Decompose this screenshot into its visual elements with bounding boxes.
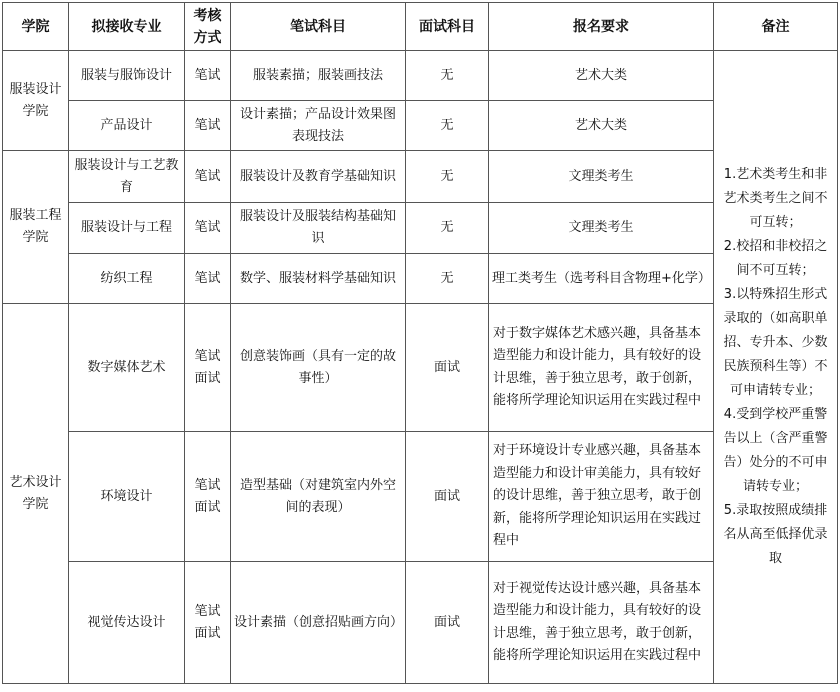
interview-cell: 面试 <box>406 304 489 432</box>
header-interview: 面试科目 <box>406 3 489 51</box>
table-row <box>3 432 838 562</box>
method-cell: 笔试面试 <box>185 304 231 432</box>
college-name: 艺术设计学院 <box>3 304 69 684</box>
note-item: 5.录取按照成绩排名从高至低择优录取 <box>723 503 828 566</box>
interview-cell: 无 <box>406 51 489 101</box>
college-name: 服装工程学院 <box>3 151 69 304</box>
header-note: 备注 <box>714 3 838 51</box>
method-cell: 笔试 <box>185 203 231 254</box>
table-row <box>3 101 838 151</box>
table-row <box>3 254 838 304</box>
header-college: 学院 <box>3 3 69 51</box>
interview-cell: 无 <box>406 203 489 254</box>
written-cell: 设计素描；产品设计效果图表现技法 <box>231 101 406 151</box>
interview-cell: 面试 <box>406 432 489 562</box>
requirement-cell: 艺术大类 <box>489 51 714 101</box>
table-row <box>3 51 838 101</box>
written-cell: 服装设计及教育学基础知识 <box>231 151 406 203</box>
major-cell: 视觉传达设计 <box>69 562 185 684</box>
written-cell: 创意装饰画（具有一定的故事性） <box>231 304 406 432</box>
method-cell: 笔试 <box>185 101 231 151</box>
table-row <box>3 203 838 254</box>
written-cell: 造型基础（对建筑室内外空间的表现） <box>231 432 406 562</box>
major-cell: 纺织工程 <box>69 254 185 304</box>
requirement-cell: 理工类考生（选考科目含物理+化学） <box>489 254 714 304</box>
table-row <box>3 151 838 203</box>
table-row <box>3 562 838 684</box>
note-cell <box>714 51 838 684</box>
table-row <box>3 304 838 432</box>
method-cell: 笔试 <box>185 151 231 203</box>
interview-cell: 面试 <box>406 562 489 684</box>
method-cell: 笔试 <box>185 51 231 101</box>
major-cell: 产品设计 <box>69 101 185 151</box>
transfer-major-table <box>2 2 838 684</box>
requirement-cell: 对于环境设计专业感兴趣，具备基本造型能力和设计审美能力，具有较好的设计思维，善于独立思考，敢于创新，能将所学理论知识运用在实践过程中 <box>489 432 714 562</box>
method-cell: 笔试 <box>185 254 231 304</box>
header-written: 笔试科目 <box>231 3 406 51</box>
note-item: 3.以特殊招生形式录取的（如高职单招、专升本、少数民族预科生等）不可申请转专业； <box>723 287 828 398</box>
written-cell: 数学、服装材料学基础知识 <box>231 254 406 304</box>
requirement-cell: 对于视觉传达设计感兴趣，具备基本造型能力和设计能力，具有较好的设计思维，善于独立思考，敢于创新，能将所学理论知识运用在实践过程中 <box>489 562 714 684</box>
requirement-cell: 对于数字媒体艺术感兴趣，具备基本造型能力和设计能力，具有较好的设计思维，善于独立思考，敢于创新，能将所学理论知识运用在实践过程中 <box>489 304 714 432</box>
major-cell: 数字媒体艺术 <box>69 304 185 432</box>
header-requirement: 报名要求 <box>489 3 714 51</box>
requirement-cell: 文理类考生 <box>489 151 714 203</box>
method-cell: 笔试面试 <box>185 432 231 562</box>
written-cell: 设计素描（创意招贴画方向） <box>231 562 406 684</box>
major-cell: 服装设计与工艺教育 <box>69 151 185 203</box>
major-cell: 服装与服饰设计 <box>69 51 185 101</box>
note-item: 4.受到学校严重警告以上（含严重警告）处分的不可申请转专业； <box>723 407 828 494</box>
note-item: 1.艺术类考生和非艺术类考生之间不可互转； <box>723 167 828 230</box>
college-name: 服装设计学院 <box>3 51 69 151</box>
method-cell: 笔试面试 <box>185 562 231 684</box>
requirement-cell: 文理类考生 <box>489 203 714 254</box>
header-method: 考核方式 <box>185 3 231 51</box>
requirement-cell: 艺术大类 <box>489 101 714 151</box>
major-cell: 服装设计与工程 <box>69 203 185 254</box>
written-cell: 服装设计及服装结构基础知识 <box>231 203 406 254</box>
note-item: 2.校招和非校招之间不可互转； <box>723 239 828 278</box>
header-major: 拟接收专业 <box>69 3 185 51</box>
major-cell: 环境设计 <box>69 432 185 562</box>
header-row <box>3 3 838 51</box>
interview-cell: 无 <box>406 151 489 203</box>
interview-cell: 无 <box>406 101 489 151</box>
written-cell: 服装素描；服装画技法 <box>231 51 406 101</box>
interview-cell: 无 <box>406 254 489 304</box>
